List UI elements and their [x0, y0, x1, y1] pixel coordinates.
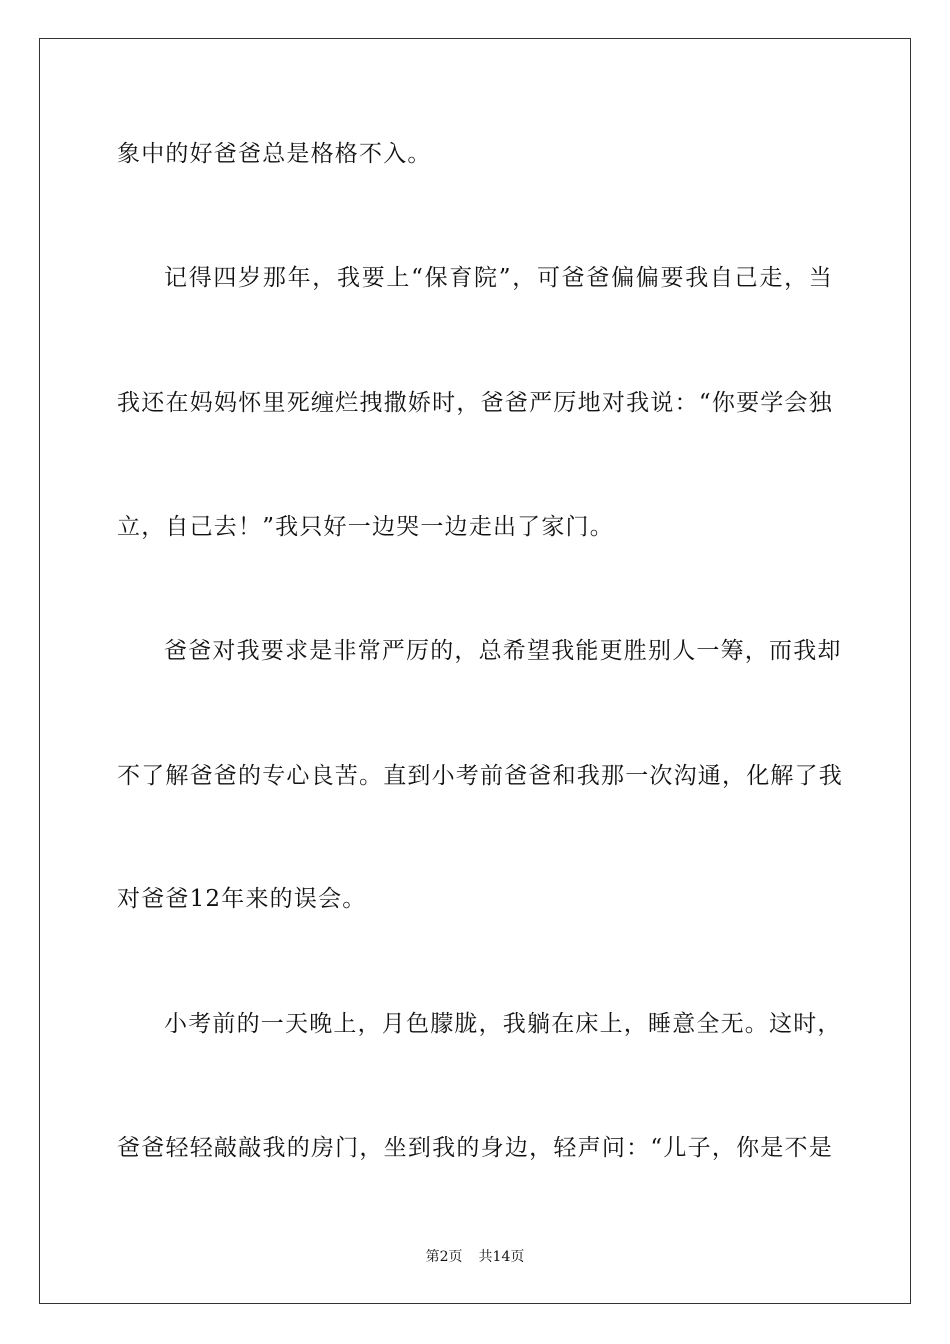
page-footer — [0, 1248, 950, 1266]
text-line: 爸爸轻轻敲敲我的房门，坐到我的身边，轻声问：“儿子，你是不是 — [117, 1135, 833, 1161]
paragraph-first-line: 爸爸对我要求是非常严厉的，总希望我能更胜别人一筹，而我却 — [164, 638, 842, 664]
page-number: 第2页 — [425, 1249, 463, 1265]
text-line: 象中的好爸爸总是格格不入。 — [117, 141, 432, 167]
paragraph-first-line: 小考前的一天晚上，月色朦胧，我躺在床上，睡意全无。这时， — [164, 1011, 842, 1037]
text-line: 不了解爸爸的专心良苦。直到小考前爸爸和我那一次沟通，化解了我 — [117, 763, 843, 789]
paragraph-first-line: 记得四岁那年，我要上“保育院”，可爸爸偏偏要我自己走，当 — [164, 265, 833, 291]
text-line: 我还在妈妈怀里死缠烂拽撒娇时，爸爸严厉地对我说：“你要学会独 — [117, 390, 833, 416]
text-line: 对爸爸12年来的误会。 — [117, 886, 367, 912]
page-border — [39, 38, 911, 1304]
page-total: 共14页 — [478, 1249, 525, 1265]
text-line: 立，自己去！”我只好一边哭一边走出了家门。 — [117, 514, 614, 540]
